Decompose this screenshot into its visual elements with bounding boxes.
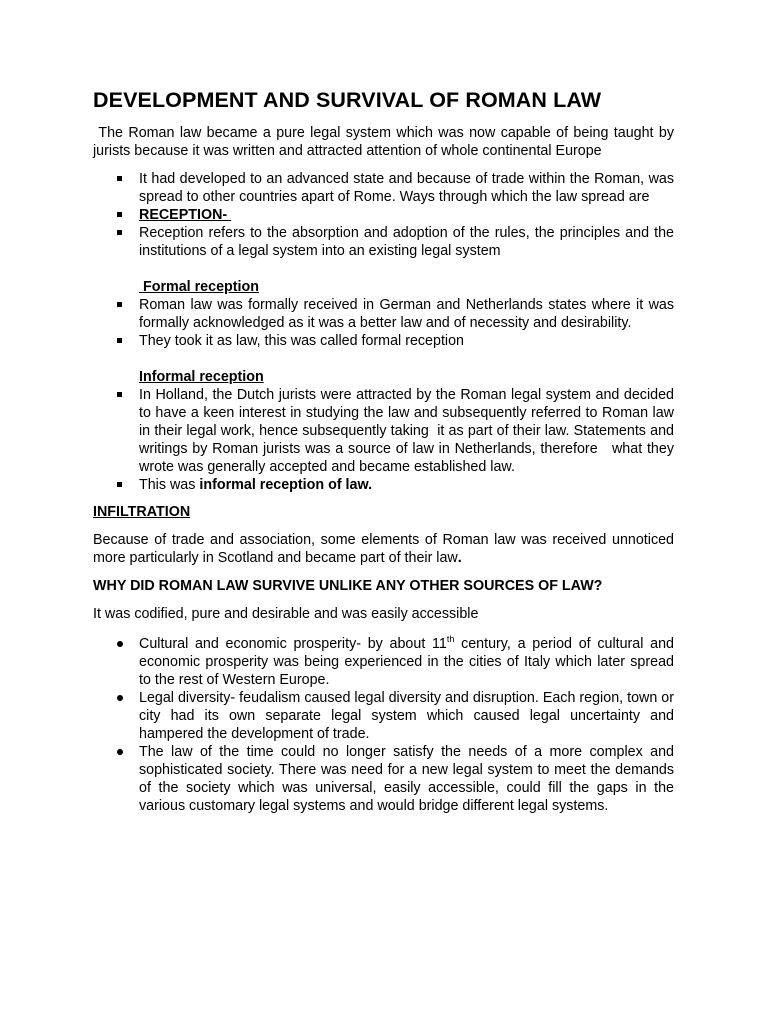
list-item: In Holland, the Dutch jurists were attracted by the Roman legal system and decided to have a keen interest in studying the law and subsequently referred to Roman law in their legal work, hence subsequently taking it as part of their law. Statements and writings by Roman jurists was a source of law in Netherlands, therefore what they wrote was generally accepted and became established law. <box>93 386 674 476</box>
infiltration-text: Because of trade and association, some elements of Roman law was received unnoticed more particularly in Scotland and became part of their law <box>93 532 674 566</box>
list-item: Legal diversity- feudalism caused legal diversity and disruption. Each region, town or city had its own separate legal system which caused legal uncertainty and hampered the development of trade. <box>93 689 674 743</box>
informal-reception-heading: Informal reception <box>139 369 264 385</box>
intro-paragraph: The Roman law became a pure legal system which was now capable of being taught by jurists because it was written and attracted attention of whole continental Europe <box>93 125 678 159</box>
spacer <box>93 350 674 368</box>
reception-heading: RECEPTION- <box>139 207 232 223</box>
bullet-list-why <box>93 635 674 815</box>
list-item <box>93 635 674 689</box>
bullet-list-informal <box>93 386 678 494</box>
list-item <box>93 476 674 494</box>
list-item: They took it as law, this was called formal reception <box>93 332 674 350</box>
bullet-list-spread <box>93 170 674 260</box>
list-item: It had developed to an advanced state and because of trade within the Roman, was spread to other countries apart of Rome. Ways through which the law spread are <box>93 170 674 206</box>
infiltration-period: . <box>457 550 462 566</box>
why-b1-pre: Cultural and economic prosperity- by about 11 <box>139 636 447 652</box>
list-item: The law of the time could no longer satisfy the needs of a more complex and sophisticated society. There was need for a new legal system to meet the demands of the society which was universal, easily accessible, could fill the gaps in the various customary legal systems and would bridge different legal systems. <box>93 743 674 815</box>
spacer <box>93 260 674 278</box>
informal-prefix: This was <box>139 477 200 493</box>
infiltration-paragraph <box>93 531 674 567</box>
document-title: DEVELOPMENT AND SURVIVAL OF ROMAN LAW <box>93 88 602 112</box>
formal-reception-heading: Formal reception <box>139 279 259 295</box>
why-heading: WHY DID ROMAN LAW SURVIVE UNLIKE ANY OTHER SOURCES OF LAW? <box>93 578 603 594</box>
why-lead: It was codified, pure and desirable and was easily accessible <box>93 606 479 622</box>
informal-bold: informal reception of law. <box>199 477 373 493</box>
list-item: Roman law was formally received in German and Netherlands states where it was formally acknowledged as it was a better law and of necessity and desirability. <box>93 296 674 332</box>
why-b1-sup: th <box>446 634 455 645</box>
infiltration-heading: INFILTRATION <box>93 504 191 520</box>
list-item: Reception refers to the absorption and adoption of the rules, the principles and the institutions of a legal system into an existing legal system <box>93 224 674 260</box>
why-b1-post: century, a period of cultural and economic prosperity was being experienced in the cities of Italy which later spread to the rest of Western Europe. <box>139 636 674 688</box>
list-item <box>93 206 674 224</box>
bullet-list-formal <box>93 296 674 350</box>
